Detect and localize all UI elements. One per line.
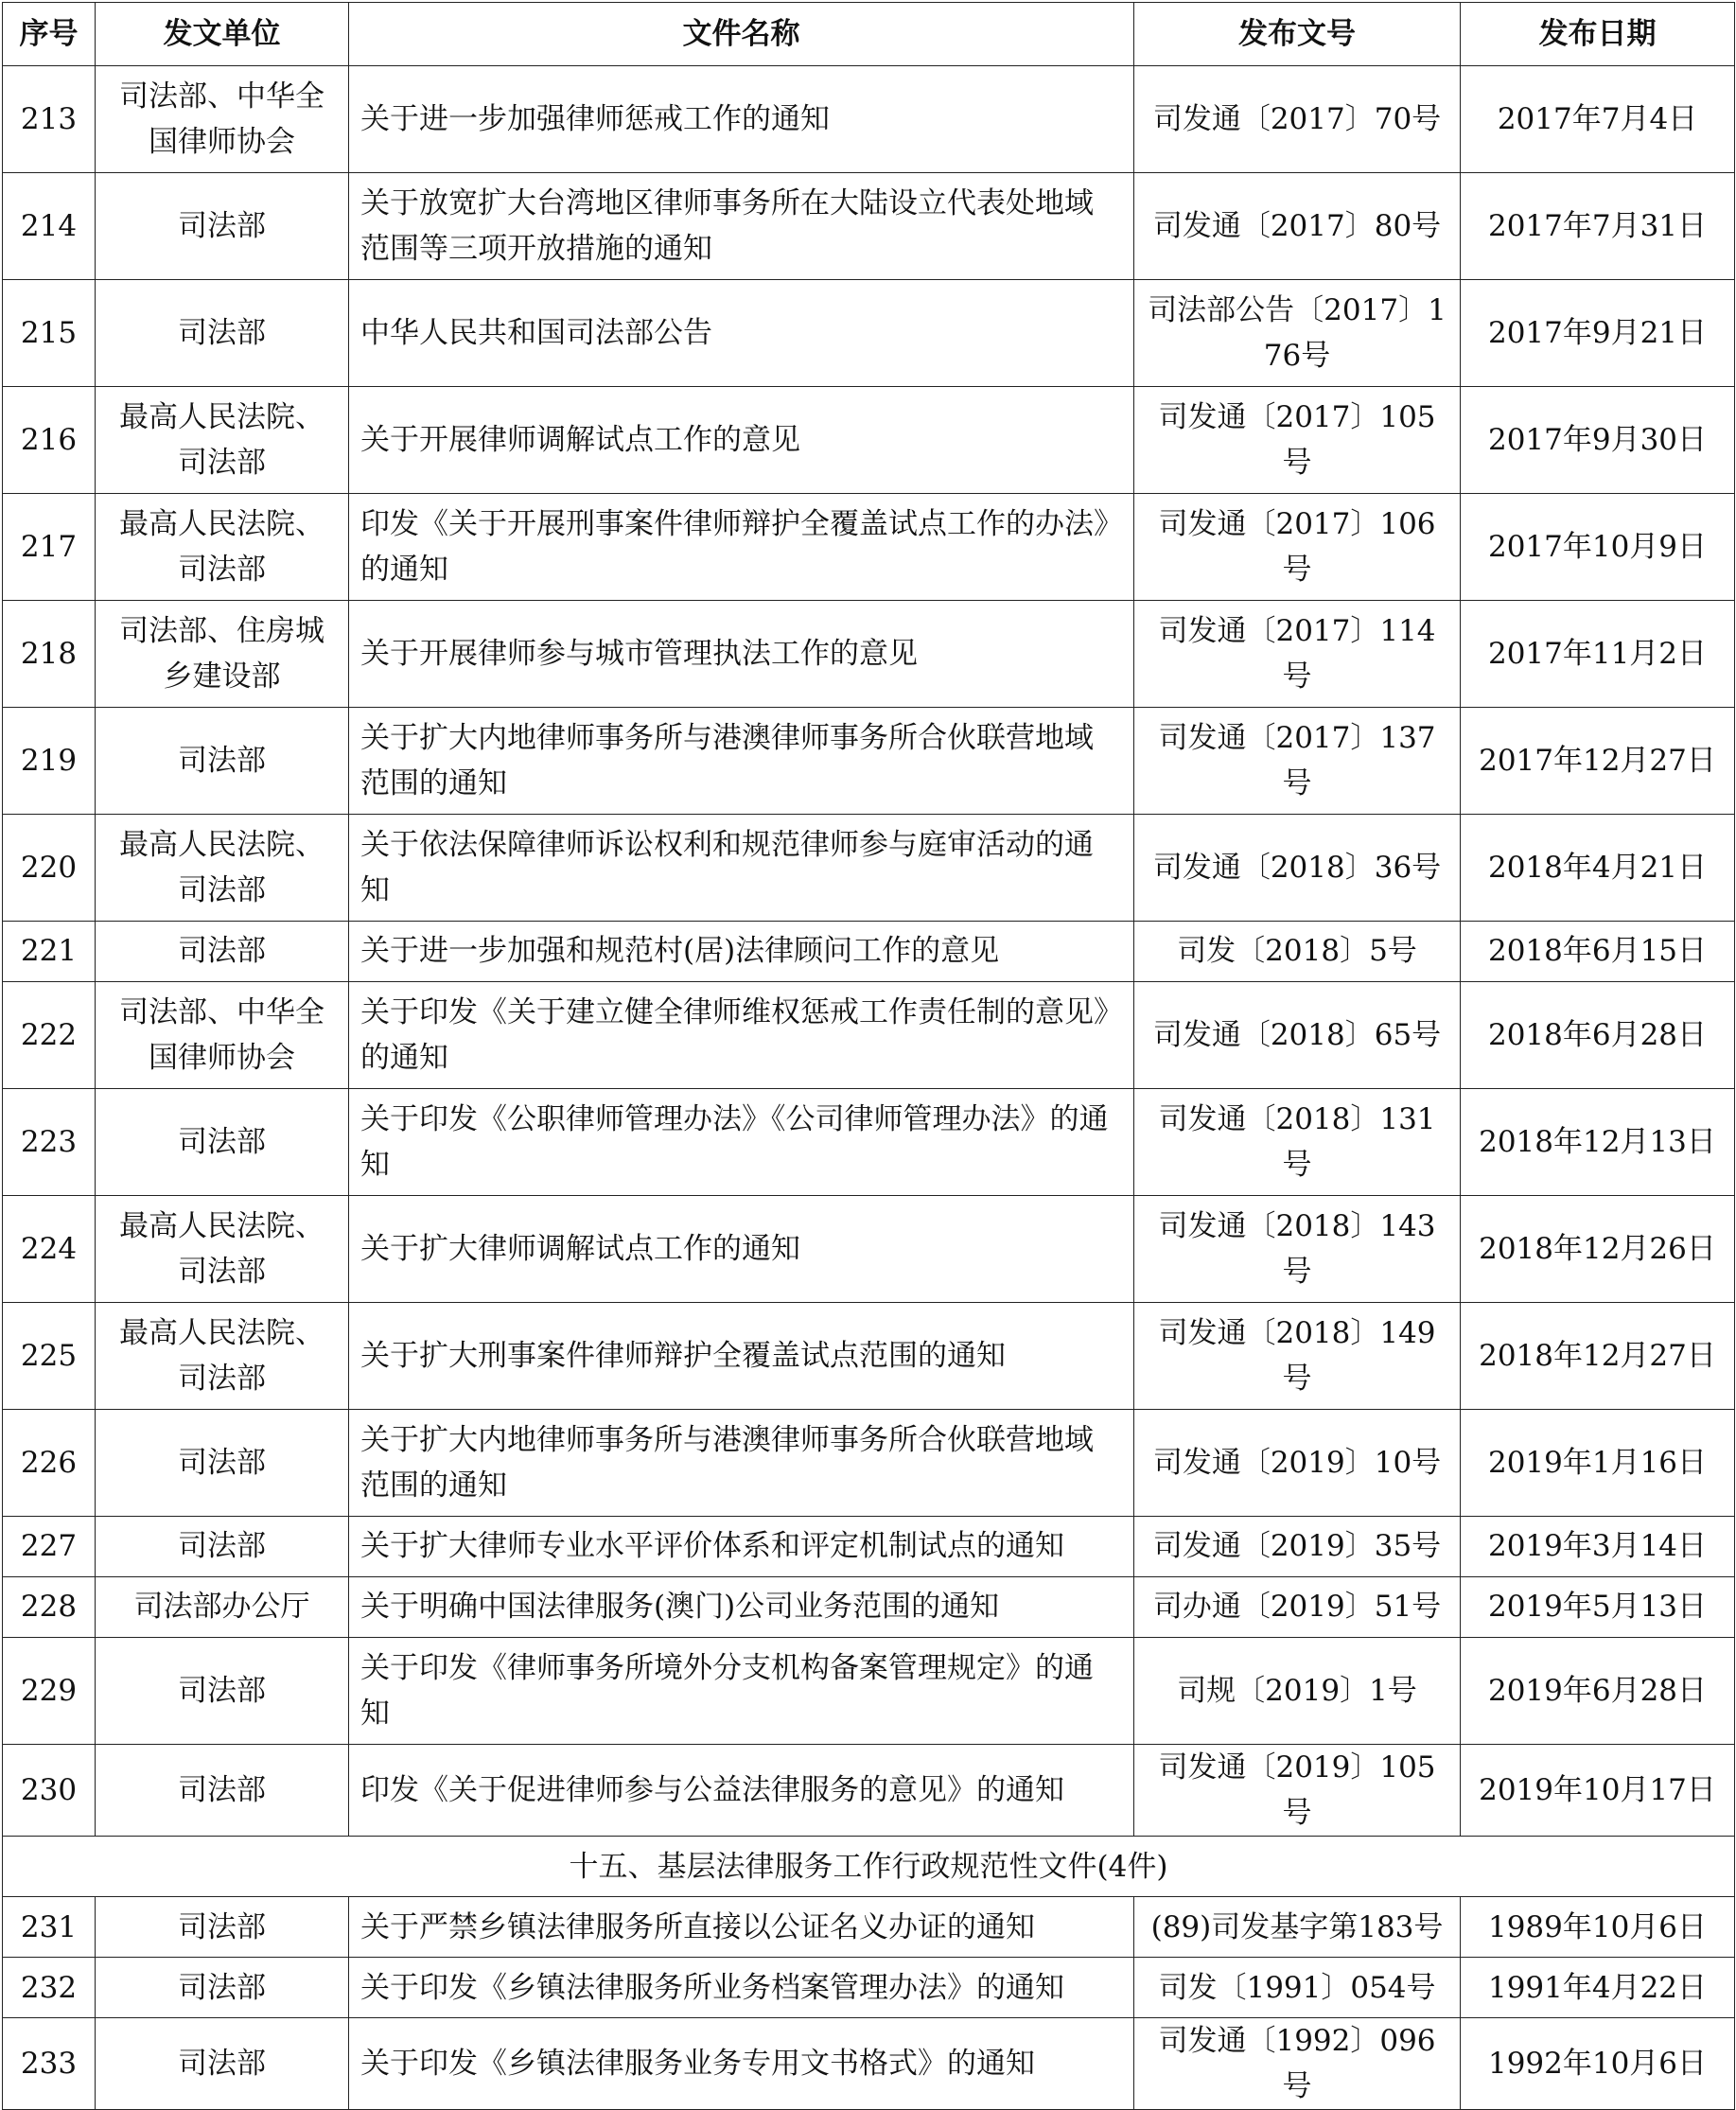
cell-no: 232 [3,1958,96,2018]
cell-date: 2019年1月16日 [1461,1410,1735,1517]
cell-date: 1991年4月22日 [1461,1958,1735,2018]
cell-no: 233 [3,2018,96,2110]
cell-issuer: 司法部办公厅 [96,1577,349,1638]
cell-issuer: 司法部 [96,1745,349,1837]
cell-no: 215 [3,280,96,387]
cell-title: 印发《关于开展刑事案件律师辩护全覆盖试点工作的办法》的通知 [349,494,1134,601]
cell-issuer: 司法部、中华全国律师协会 [96,982,349,1089]
cell-no: 230 [3,1745,96,1837]
cell-doc-no: 司发通〔2018〕143号 [1134,1196,1461,1303]
cell-no: 217 [3,494,96,601]
cell-doc-no: 司发通〔2017〕105号 [1134,387,1461,494]
table-row [3,708,1735,815]
cell-date: 2017年12月27日 [1461,708,1735,815]
document-page [2,2,1734,2104]
cell-issuer: 司法部 [96,1517,349,1577]
cell-date: 2018年12月26日 [1461,1196,1735,1303]
cell-title: 关于开展律师调解试点工作的意见 [349,387,1134,494]
table-row [3,1303,1735,1410]
header-no: 序号 [3,3,96,66]
cell-date: 2017年10月9日 [1461,494,1735,601]
cell-title: 关于印发《律师事务所境外分支机构备案管理规定》的通知 [349,1638,1134,1745]
table-row [3,2018,1735,2110]
cell-issuer: 司法部 [96,708,349,815]
header-date: 发布日期 [1461,3,1735,66]
cell-date: 2017年9月30日 [1461,387,1735,494]
cell-doc-no: 司发〔2018〕5号 [1134,922,1461,982]
table-row [3,1897,1735,1958]
cell-date: 2018年6月28日 [1461,982,1735,1089]
cell-issuer: 司法部 [96,1638,349,1745]
cell-date: 2019年6月28日 [1461,1638,1735,1745]
table-row [3,66,1735,173]
cell-date: 2019年3月14日 [1461,1517,1735,1577]
table-row [3,1745,1735,1837]
cell-no: 229 [3,1638,96,1745]
table-row [3,601,1735,708]
cell-title: 关于印发《乡镇法律服务所业务档案管理办法》的通知 [349,1958,1134,2018]
cell-doc-no: 司发通〔2017〕106号 [1134,494,1461,601]
header-doc-no: 发布文号 [1134,3,1461,66]
table-row [3,1638,1735,1745]
cell-no: 225 [3,1303,96,1410]
cell-no: 220 [3,815,96,922]
cell-doc-no: 司发通〔2018〕65号 [1134,982,1461,1089]
cell-date: 2019年10月17日 [1461,1745,1735,1837]
table-header-row [3,3,1735,66]
cell-title: 关于扩大内地律师事务所与港澳律师事务所合伙联营地域范围的通知 [349,1410,1134,1517]
table-row [3,280,1735,387]
cell-no: 213 [3,66,96,173]
cell-no: 214 [3,173,96,280]
section-row [3,1837,1735,1897]
cell-title: 关于扩大律师专业水平评价体系和评定机制试点的通知 [349,1517,1134,1577]
cell-issuer: 司法部 [96,1089,349,1196]
cell-no: 221 [3,922,96,982]
cell-title: 关于扩大内地律师事务所与港澳律师事务所合伙联营地域范围的通知 [349,708,1134,815]
table-row [3,1577,1735,1638]
cell-title: 关于进一步加强和规范村(居)法律顾问工作的意见 [349,922,1134,982]
cell-no: 216 [3,387,96,494]
cell-doc-no: 司发通〔2017〕80号 [1134,173,1461,280]
cell-title: 印发《关于促进律师参与公益法律服务的意见》的通知 [349,1745,1134,1837]
table-row [3,1958,1735,2018]
cell-title: 关于扩大律师调解试点工作的通知 [349,1196,1134,1303]
cell-date: 2017年11月2日 [1461,601,1735,708]
header-issuer: 发文单位 [96,3,349,66]
cell-issuer: 司法部 [96,2018,349,2110]
cell-doc-no: 司发通〔2018〕131号 [1134,1089,1461,1196]
cell-title: 中华人民共和国司法部公告 [349,280,1134,387]
cell-doc-no: 司法部公告〔2017〕176号 [1134,280,1461,387]
cell-issuer: 最高人民法院、司法部 [96,387,349,494]
cell-issuer: 司法部 [96,1958,349,2018]
cell-doc-no: 司办通〔2019〕51号 [1134,1577,1461,1638]
cell-date: 1989年10月6日 [1461,1897,1735,1958]
cell-no: 224 [3,1196,96,1303]
cell-issuer: 司法部 [96,173,349,280]
cell-date: 2018年12月13日 [1461,1089,1735,1196]
cell-doc-no: 司发通〔2018〕149号 [1134,1303,1461,1410]
table-row [3,922,1735,982]
cell-doc-no: 司发通〔2017〕70号 [1134,66,1461,173]
cell-title: 关于依法保障律师诉讼权利和规范律师参与庭审活动的通知 [349,815,1134,922]
table-row [3,1196,1735,1303]
section-title: 十五、基层法律服务工作行政规范性文件(4件) [3,1837,1735,1897]
cell-doc-no: 司发通〔2017〕114号 [1134,601,1461,708]
cell-doc-no: 司发通〔2019〕35号 [1134,1517,1461,1577]
cell-issuer: 司法部 [96,1410,349,1517]
cell-title: 关于放宽扩大台湾地区律师事务所在大陆设立代表处地域范围等三项开放措施的通知 [349,173,1134,280]
table-row [3,387,1735,494]
cell-no: 231 [3,1897,96,1958]
cell-doc-no: 司发通〔2019〕105号 [1134,1745,1461,1837]
cell-issuer: 最高人民法院、司法部 [96,1303,349,1410]
cell-title: 关于印发《乡镇法律服务业务专用文书格式》的通知 [349,2018,1134,2110]
cell-issuer: 司法部、住房城乡建设部 [96,601,349,708]
table-row [3,982,1735,1089]
cell-no: 218 [3,601,96,708]
header-title: 文件名称 [349,3,1134,66]
cell-issuer: 司法部、中华全国律师协会 [96,66,349,173]
table-row [3,494,1735,601]
cell-no: 227 [3,1517,96,1577]
cell-no: 226 [3,1410,96,1517]
cell-issuer: 司法部 [96,1897,349,1958]
cell-no: 223 [3,1089,96,1196]
cell-title: 关于严禁乡镇法律服务所直接以公证名义办证的通知 [349,1897,1134,1958]
cell-doc-no: 司发通〔1992〕096号 [1134,2018,1461,2110]
cell-issuer: 最高人民法院、司法部 [96,815,349,922]
cell-date: 2018年4月21日 [1461,815,1735,922]
table-row [3,1089,1735,1196]
table-row [3,815,1735,922]
cell-issuer: 司法部 [96,922,349,982]
cell-doc-no: (89)司发基字第183号 [1134,1897,1461,1958]
cell-date: 2017年9月21日 [1461,280,1735,387]
cell-no: 228 [3,1577,96,1638]
cell-title: 关于印发《关于建立健全律师维权惩戒工作责任制的意见》的通知 [349,982,1134,1089]
cell-date: 2018年12月27日 [1461,1303,1735,1410]
cell-doc-no: 司发〔1991〕054号 [1134,1958,1461,2018]
cell-title: 关于扩大刑事案件律师辩护全覆盖试点范围的通知 [349,1303,1134,1410]
cell-no: 219 [3,708,96,815]
cell-title: 关于进一步加强律师惩戒工作的通知 [349,66,1134,173]
cell-date: 1992年10月6日 [1461,2018,1735,2110]
cell-date: 2017年7月31日 [1461,173,1735,280]
regulation-table [2,2,1735,2110]
cell-issuer: 最高人民法院、司法部 [96,494,349,601]
table-row [3,1410,1735,1517]
cell-date: 2018年6月15日 [1461,922,1735,982]
cell-doc-no: 司发通〔2017〕137号 [1134,708,1461,815]
cell-issuer: 最高人民法院、司法部 [96,1196,349,1303]
cell-doc-no: 司发通〔2019〕10号 [1134,1410,1461,1517]
cell-doc-no: 司发通〔2018〕36号 [1134,815,1461,922]
cell-title: 关于印发《公职律师管理办法》《公司律师管理办法》的通知 [349,1089,1134,1196]
cell-title: 关于明确中国法律服务(澳门)公司业务范围的通知 [349,1577,1134,1638]
cell-no: 222 [3,982,96,1089]
table-row [3,1517,1735,1577]
cell-issuer: 司法部 [96,280,349,387]
cell-date: 2017年7月4日 [1461,66,1735,173]
table-row [3,173,1735,280]
cell-title: 关于开展律师参与城市管理执法工作的意见 [349,601,1134,708]
cell-date: 2019年5月13日 [1461,1577,1735,1638]
cell-doc-no: 司规〔2019〕1号 [1134,1638,1461,1745]
